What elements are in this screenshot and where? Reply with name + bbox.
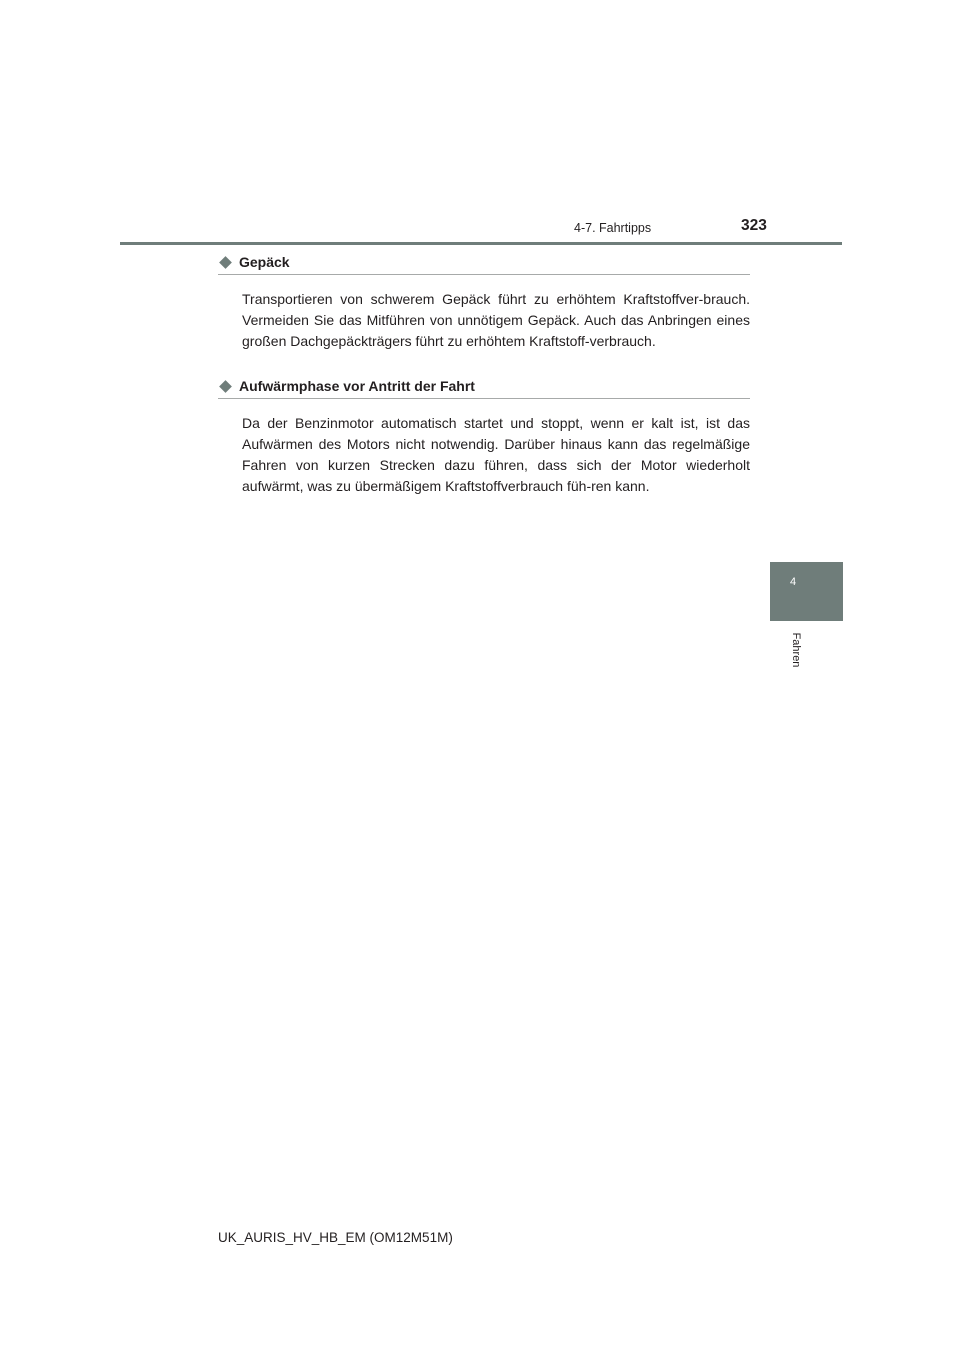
chapter-tab — [770, 562, 843, 621]
section-body: Da der Benzinmotor automatisch startet und stoppt, wenn er kalt ist, ist das Aufwärmen des Motors nicht notwendig. Darüber hinaus kann das regelmäßige Fahren von kurzen Strecken dazu führen, dass sich der Motor wiederholt aufwärmt, was zu übermäßigem Kraftstoffverbrauch füh-ren kann. — [242, 415, 750, 494]
section-title: Aufwärmphase vor Antritt der Fahrt — [239, 378, 475, 394]
page-number: 323 — [741, 217, 767, 234]
chapter-label: Fahren — [790, 632, 802, 668]
section-title: Gepäck — [239, 254, 290, 270]
section-heading — [218, 378, 750, 399]
section-body: Transportieren von schwerem Gepäck führt zu erhöhtem Kraftstoffver-brauch. Vermeiden Sie das Mitführen von unnötigem Gepäck. Auch das Anbringen eines großen Dachgepäckträgers führt zu erhöhtem Kraftstoff-verbrauch. — [242, 291, 750, 349]
header-divider — [120, 242, 842, 245]
diamond-bullet-icon — [219, 380, 232, 393]
diamond-bullet-icon — [219, 256, 232, 269]
section-luggage — [218, 254, 750, 352]
document-code: UK_AURIS_HV_HB_EM (OM12M51M) — [218, 1230, 453, 1245]
section-header-label: 4-7. Fahrtipps — [574, 221, 652, 235]
section-heading — [218, 254, 750, 275]
chapter-number: 4 — [790, 576, 797, 588]
section-warmup — [218, 378, 750, 497]
